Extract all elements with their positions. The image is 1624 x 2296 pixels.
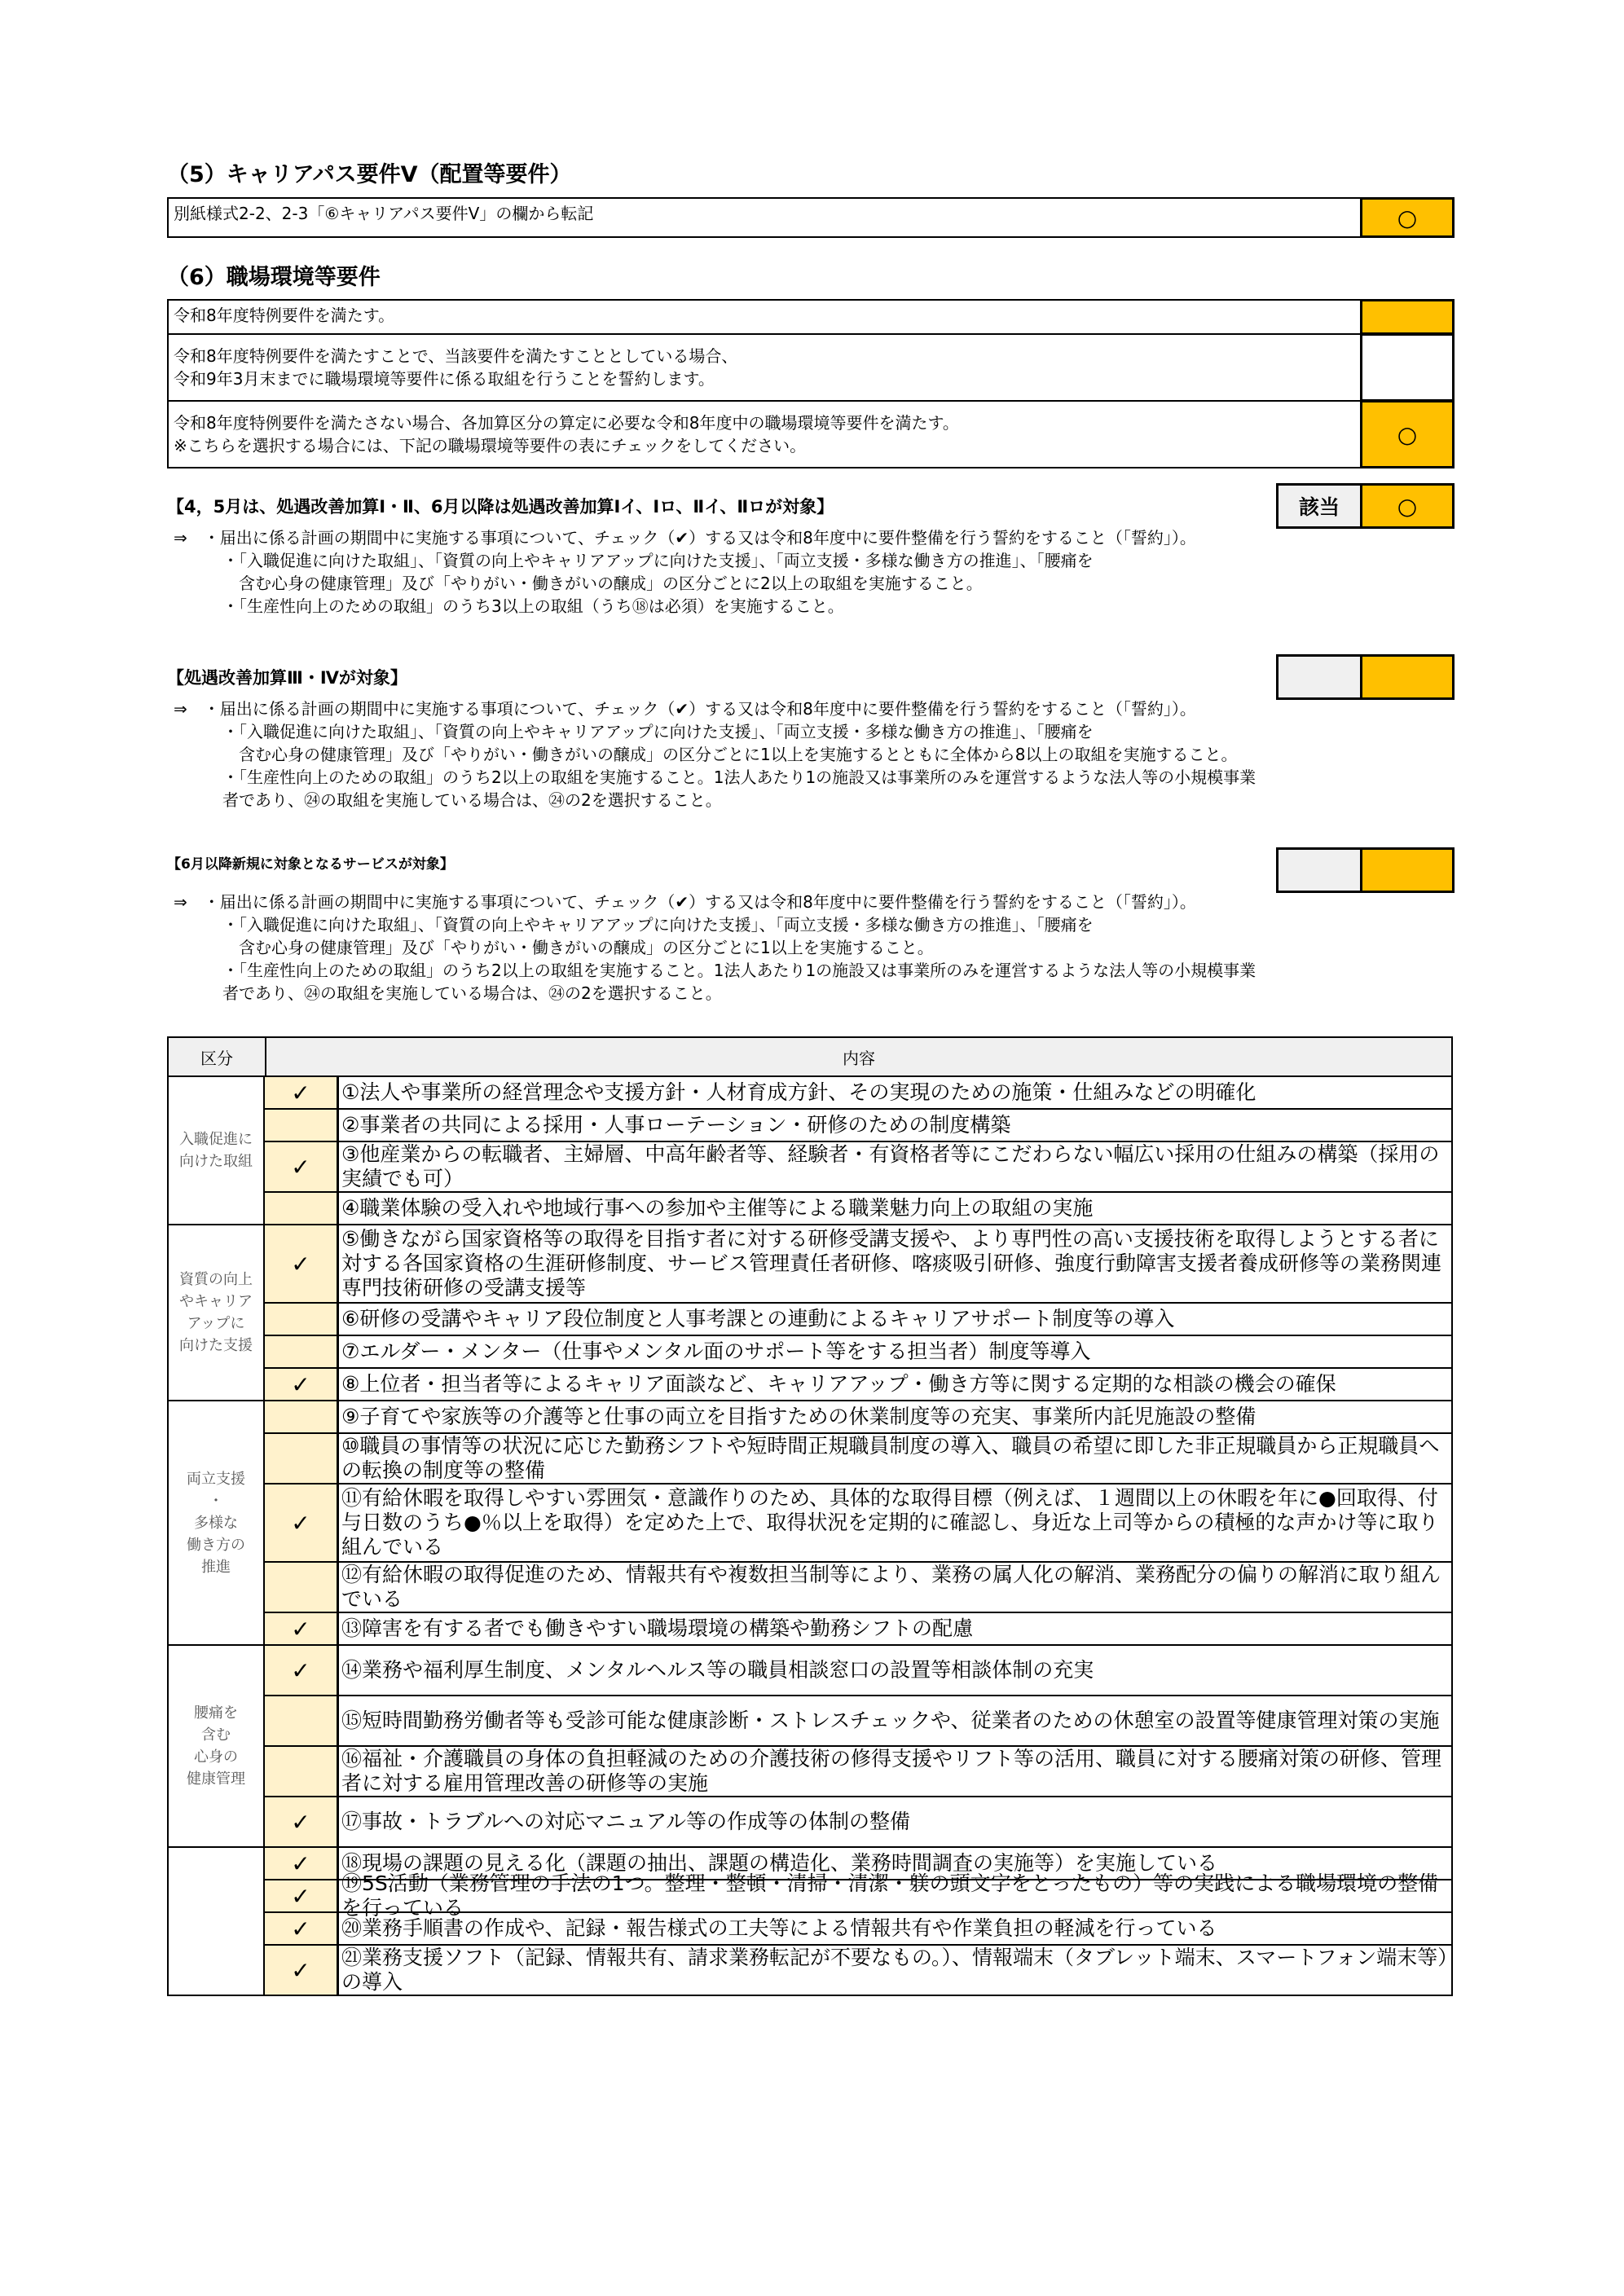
checkbox-cell[interactable]	[265, 1110, 339, 1141]
blockB-header: 【処遇改善加算Ⅲ・Ⅳが対象】	[167, 668, 407, 688]
table-row	[263, 1335, 1453, 1369]
section6-option2-line2: 令和9年3月末までに職場環境等要件に係る取組を行うことを誓約します。	[174, 369, 715, 389]
blockA-mark-cell[interactable]	[1360, 483, 1455, 529]
checkbox-cell[interactable]	[265, 1848, 339, 1879]
section6-option3-line1: 令和8年度特例要件を満たさない場合、各加算区分の算定に必要な令和8年度中の職場環境等要件を満たす。	[174, 413, 959, 433]
blockC-instruction-4: ・「生産性向上のための取組」のうち2以上の取組を実施すること。1法人あたり1の施設又は事業所のみを運営するような法人等の小規模事業	[174, 961, 1257, 980]
checkbox-cell[interactable]	[265, 1142, 339, 1191]
checkbox-cell[interactable]	[265, 1304, 339, 1335]
blockC-instruction-5: 者であり、㉔の取組を実施している場合は、㉔の2を選択すること。	[174, 983, 722, 1003]
section6-option2-cell[interactable]	[1360, 333, 1455, 402]
row-text: ⑤働きながら国家資格等の取得を目指す者に対する研修受講支援や、より専門性の高い支援技術を取得しようとする者に対する各国家資格の生涯研修制度、サービス管理責任者研修、喀痰吸引研修、強度行動障害支援者養成研修等の業務関連専門技術研修の受講支援等	[341, 1227, 1442, 1300]
circle-mark: ○	[1397, 492, 1418, 520]
circle-mark: ○	[1397, 420, 1418, 448]
checkbox-cell[interactable]	[265, 1613, 339, 1644]
checkbox-cell[interactable]	[265, 1797, 339, 1846]
check-icon: ✓	[291, 1808, 310, 1836]
section6-option2	[167, 333, 1363, 402]
table-row	[263, 1483, 1453, 1563]
section5-row-label: 別紙様式2-2、2-3「⑥キャリアパス要件Ⅴ」の欄から転記	[174, 204, 594, 223]
check-icon: ✓	[291, 1656, 310, 1684]
checkbox-cell[interactable]	[265, 1747, 339, 1796]
blockB-mark-cell[interactable]	[1360, 654, 1455, 700]
checkbox-cell[interactable]	[265, 1484, 339, 1561]
row-text: ⑪有給休暇を取得しやすい雰囲気・意識作りのため、具体的な取得目標（例えば、１週間以上の休暇を年に●回取得、付与日数のうち●％以上を取得）を定めた上で、取得状況を定期的に確認し、身近な上司等からの積極的な声かけ等に取り組んでいる	[341, 1486, 1439, 1559]
table-row	[263, 1612, 1453, 1646]
table-row	[263, 1796, 1453, 1848]
checkbox-cell[interactable]	[265, 1225, 339, 1302]
section6-option3-cell[interactable]	[1360, 400, 1455, 468]
circle-mark: ○	[1397, 204, 1418, 231]
checkbox-cell[interactable]	[265, 1646, 339, 1695]
check-icon: ✓	[291, 1882, 310, 1910]
table-row	[263, 1944, 1453, 1996]
section6-option1-cell[interactable]	[1360, 299, 1455, 335]
blockC-header: 【6月以降新規に対象となるサービスが対象】	[167, 856, 454, 873]
blockB-instruction-4: ・「生産性向上のための取組」のうち2以上の取組を実施すること。1法人あたり1の施設又は事業所のみを運営するような法人等の小規模事業	[174, 768, 1257, 787]
checkbox-cell[interactable]	[265, 1434, 339, 1483]
table-row	[263, 1302, 1453, 1336]
checkbox-cell[interactable]	[265, 1563, 339, 1612]
row-text: ⑬障害を有する者でも働きやすい職場環境の構築や勤務シフトの配慮	[341, 1616, 974, 1640]
section6-title: （6）職場環境等要件	[167, 265, 381, 290]
table-row	[263, 1644, 1453, 1696]
blockA-instruction-1: ⇒ ・届出に係る計画の期間中に実施する事項について、チェック（✔）する又は令和8年度中に要件整備を行う誓約をすること（「誓約」）。	[174, 528, 1196, 548]
table-row	[263, 1191, 1453, 1225]
row-text: ⑮短時間勤務労働者等も受診可能な健康診断・ストレスチェックや、従業者のための休憩室の設置等健康管理対策の実施	[341, 1709, 1440, 1732]
table-row	[263, 1224, 1453, 1304]
check-icon: ✓	[291, 1250, 310, 1278]
table-row	[263, 1432, 1453, 1484]
row-text: ③他産業からの転職者、主婦層、中高年齢者等、経験者・有資格者等にこだわらない幅広い採用の仕組みの構築（採用の実績でも可）	[341, 1142, 1440, 1190]
checkbox-cell[interactable]	[265, 1193, 339, 1224]
blockC-mark-cell[interactable]	[1360, 847, 1455, 893]
check-icon: ✓	[291, 1956, 310, 1984]
row-text: ⑫有給休暇の取得促進のため、情報共有や複数担当制等により、業務の属人化の解消、業務配分の偏りの解消に取り組んでいる	[341, 1563, 1441, 1611]
table-row	[263, 1695, 1453, 1747]
section6-option3-line2: ※こちらを選択する場合には、下記の職場環境等要件の表にチェックをしてください。	[174, 436, 807, 455]
table-row	[263, 1075, 1453, 1110]
table-group-label: 資質の向上 やキャリア アップに 向けた支援	[167, 1224, 265, 1401]
check-icon: ✓	[291, 1370, 310, 1398]
table-row	[263, 1367, 1453, 1401]
checkbox-cell[interactable]	[265, 1913, 339, 1944]
table-row	[263, 1141, 1453, 1193]
table-group-label	[167, 1846, 265, 1996]
table-row	[263, 1911, 1453, 1946]
row-text: ⑭業務や福利厚生制度、メンタルヘルス等の職員相談窓口の設置等相談体制の充実	[341, 1658, 1094, 1682]
checkbox-cell[interactable]	[265, 1336, 339, 1367]
row-text: ⑲5S活動（業務管理の手法の1つ。整理・整頓・清掃・清潔・躾の頭文字をとったもの）等の実践による職場環境の整備を行っている	[341, 1872, 1439, 1920]
table-row	[263, 1872, 1453, 1920]
row-text: ①法人や事業所の経営理念や支援方針・人材育成方針、その実現のための施策・仕組みなどの明確化	[341, 1080, 1257, 1104]
section6-option2-line1: 令和8年度特例要件を満たすことで、当該要件を満たすこととしている場合、	[174, 346, 738, 366]
blockA-instruction-3: 含む心身の健康管理」及び「やりがい・働きがいの醸成」の区分ごとに2以上の取組を実施すること。	[174, 574, 983, 593]
row-text: ④職業体験の受入れや地域行事への参加や主催等による職業魅力向上の取組の実施	[341, 1196, 1094, 1220]
row-text: ㉑業務支援ソフト（記録、情報共有、請求業務転記が不要なもの。）、情報端末（タブレット端末、スマートフォン端末等）の導入	[341, 1946, 1448, 1994]
table-group-label: 両立支援 ・ 多様な 働き方の 推進	[167, 1400, 265, 1646]
row-text: ⑰事故・トラブルへの対応マニュアル等の作成等の体制の整備	[341, 1810, 911, 1833]
blockC-instruction-1: ⇒ ・届出に係る計画の期間中に実施する事項について、チェック（✔）する又は令和8年度中に要件整備を行う誓約をすること（「誓約」）。	[174, 892, 1196, 912]
checkbox-cell[interactable]	[265, 1401, 339, 1432]
blockB-instruction-5: 者であり、㉔の取組を実施している場合は、㉔の2を選択すること。	[174, 790, 722, 810]
gaito-label: 該当	[1276, 483, 1362, 529]
section6-option3	[167, 400, 1363, 468]
checkbox-cell[interactable]	[265, 1077, 339, 1108]
row-text: ⑧上位者・担当者等によるキャリア面談など、キャリアアップ・働き方等に関する定期的な相談の機会の確保	[341, 1372, 1336, 1396]
blockC-instruction-3: 含む心身の健康管理」及び「やりがい・働きがいの醸成」の区分ごとに1以上を実施すること。	[174, 938, 934, 957]
column-header-kubun: 区分	[169, 1038, 266, 1075]
row-text: ⑨子育てや家族等の介護等と仕事の両立を目指すための休業制度等の充実、事業所内託児施設の整備	[341, 1405, 1257, 1428]
column-header-naiyo: 内容	[843, 1048, 875, 1068]
checkbox-cell[interactable]	[265, 1946, 339, 1995]
row-text: ⑯福祉・介護職員の身体の負担軽減のための介護技術の修得支援やリフト等の活用、職員に対する腰痛対策の研修、管理者に対する雇用管理改善の研修等の実施	[341, 1747, 1442, 1795]
table-row	[263, 1745, 1453, 1797]
checkbox-cell[interactable]	[265, 1696, 339, 1745]
check-icon: ✓	[291, 1079, 310, 1106]
blockC-instruction-2: ・「入職促進に向けた取組」、「資質の向上やキャリアアップに向けた支援」、「両立支援・多様な働き方の推進」、「腰痛を	[174, 915, 1094, 935]
section5-title: （5）キャリアパス要件Ⅴ（配置等要件）	[167, 162, 572, 187]
check-icon: ✓	[291, 1153, 310, 1181]
table-row	[263, 1108, 1453, 1142]
checkbox-cell[interactable]	[265, 1880, 339, 1911]
row-text: ⑥研修の受講やキャリア段位制度と人事考課との連動によるキャリアサポート制度等の導入	[341, 1307, 1175, 1331]
table-header	[167, 1036, 1453, 1077]
section5-mark-cell[interactable]	[1360, 197, 1455, 238]
blockA-header: 【4，5月は、処遇改善加算Ⅰ・Ⅱ、6月以降は処遇改善加算Ⅰイ、Ⅰロ、Ⅱイ、Ⅱロが対象】	[167, 497, 834, 517]
blockB-instruction-3: 含む心身の健康管理」及び「やりがい・働きがいの醸成」の区分ごとに1以上を実施するとともに全体から8以上の取組を実施すること。	[174, 745, 1238, 764]
table-row	[263, 1561, 1453, 1613]
blockA-instruction-2: ・「入職促進に向けた取組」、「資質の向上やキャリアアップに向けた支援」、「両立支援・多様な働き方の推進」、「腰痛を	[174, 551, 1094, 570]
section5-row	[167, 197, 1363, 238]
section6-option1	[167, 299, 1363, 335]
table-group-label: 腰痛を 含む 心身の 健康管理	[167, 1644, 265, 1848]
row-text: ②事業者の共同による採用・人事ローテーション・研修のための制度構築	[341, 1113, 1011, 1137]
section6-option1-label: 令和8年度特例要件を満たす。	[174, 306, 395, 325]
blockA-instruction-4: ・「生産性向上のための取組」のうち3以上の取組（うち⑱は必須）を実施すること。	[174, 596, 844, 616]
table-group-label: 入職促進に 向けた取組	[167, 1075, 265, 1225]
row-text: ⑩職員の事情等の状況に応じた勤務シフトや短時間正規職員制度の導入、職員の希望に即した非正規職員から正規職員への転換の制度等の整備	[341, 1434, 1440, 1482]
table-row	[263, 1400, 1453, 1434]
blockB-instruction-1: ⇒ ・届出に係る計画の期間中に実施する事項について、チェック（✔）する又は令和8年度中に要件整備を行う誓約をすること（「誓約」）。	[174, 699, 1196, 719]
checkbox-cell[interactable]	[265, 1369, 339, 1400]
blockB-instruction-2: ・「入職促進に向けた取組」、「資質の向上やキャリアアップに向けた支援」、「両立支援・多様な働き方の推進」、「腰痛を	[174, 722, 1094, 741]
row-text: ⑳業務手順書の作成や、記録・報告様式の工夫等による情報共有や作業負担の軽減を行っている	[341, 1916, 1217, 1940]
row-text: ⑱現場の課題の見える化（課題の抽出、課題の構造化、業務時間調査の実施等）を実施している	[341, 1851, 1218, 1875]
check-icon: ✓	[291, 1850, 310, 1877]
check-icon: ✓	[291, 1509, 310, 1537]
row-text: ⑦エルダー・メンター（仕事やメンタル面のサポート等をする担当者）制度等導入	[341, 1339, 1091, 1363]
blockB-grey-cell	[1276, 654, 1362, 700]
check-icon: ✓	[291, 1615, 310, 1643]
blockC-grey-cell	[1276, 847, 1362, 893]
check-icon: ✓	[291, 1915, 310, 1942]
